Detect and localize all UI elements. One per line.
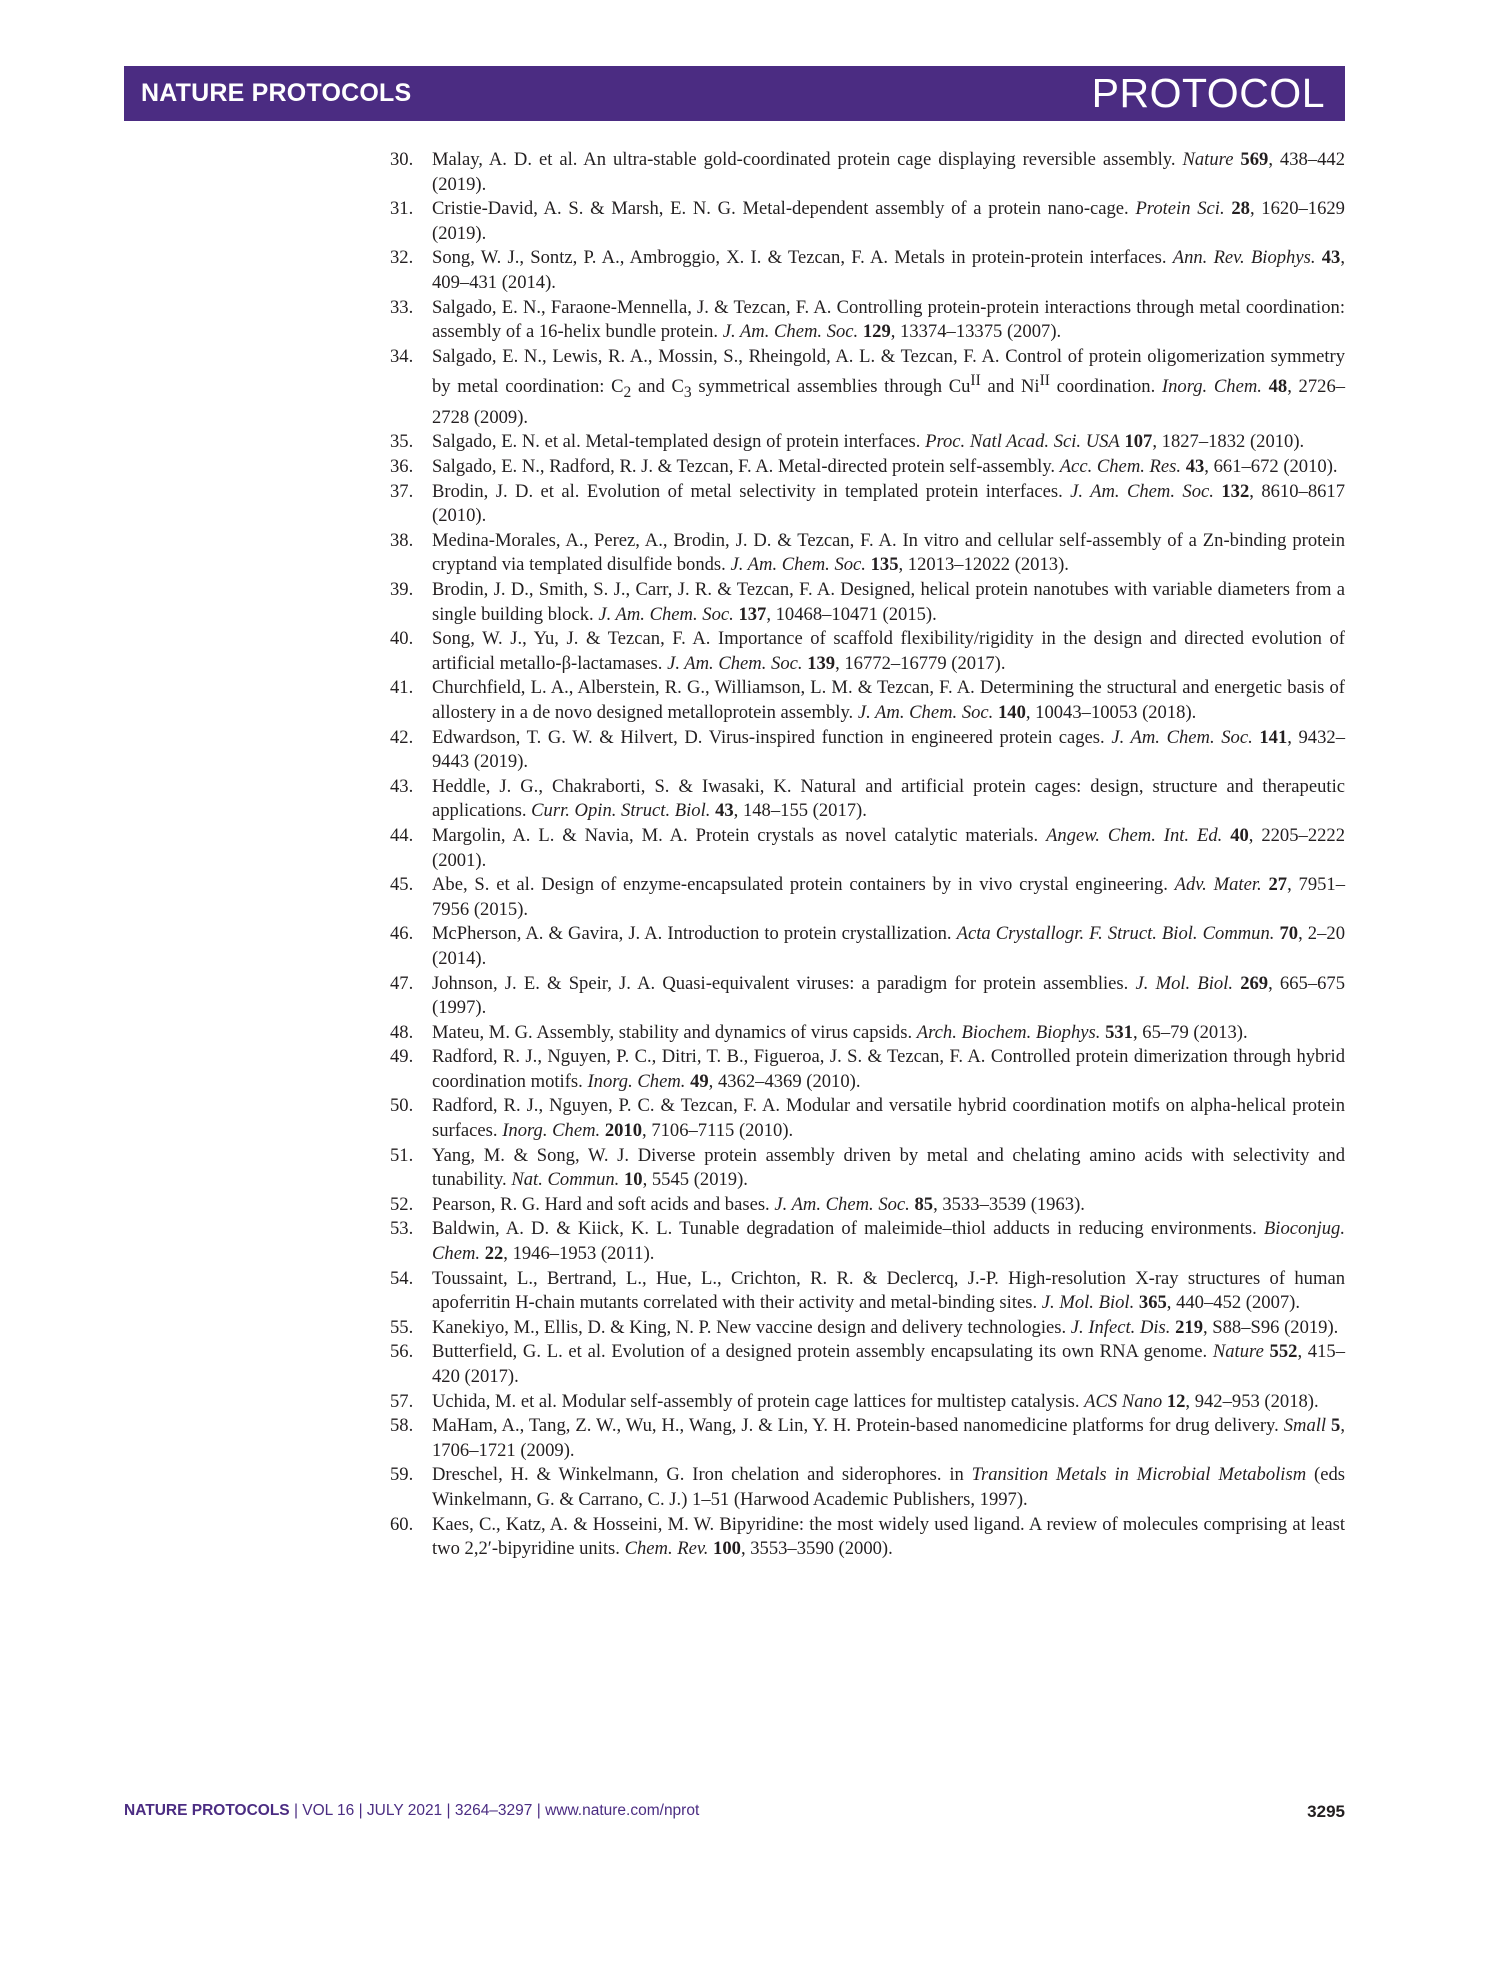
reference-text: , 2205–2222 (2001).: [432, 824, 1345, 871]
reference-volume: 269: [1240, 972, 1269, 994]
reference-text: Malay, A. D. et al. An ultra-stable gold-coordinated protein cage displaying reversible assembly.: [432, 149, 1183, 170]
reference-number: 43.: [390, 775, 414, 797]
reference-item: [390, 1340, 1345, 1389]
reference-text: , 1706–1721 (2009).: [432, 1415, 1345, 1461]
reference-journal: Angew. Chem. Int. Ed.: [1046, 824, 1223, 846]
reference-journal: Proc. Natl Acad. Sci. USA: [925, 431, 1120, 453]
reference-text: Salgado, E. N., Faraone-Mennella, J. & Tezcan, F. A. Controlling protein-protein interactions through metal coordination: assembly of a 16-helix bundle protein.: [432, 296, 1345, 343]
reference-number: 32.: [390, 247, 414, 269]
reference-volume: 140: [997, 701, 1026, 723]
reference-volume: 141: [1259, 726, 1288, 748]
reference-text: , 1946–1953 (2011).: [503, 1243, 655, 1265]
reference-text: Radford, R. J., Nguyen, P. C. & Tezcan, F. A. Modular and versatile hybrid coordination motifs on alpha-helical protein surfaces.: [432, 1095, 1345, 1142]
reference-number: 30.: [390, 149, 414, 170]
reference-number: 31.: [390, 198, 414, 220]
reference-number: 37.: [390, 480, 414, 502]
reference-text: Toussaint, L., Bertrand, L., Hue, L., Crichton, R. R. & Declercq, J.-P. High-resolution X-ray structures of human apoferritin H-chain mutants correlated with their activity and metal-binding sites.: [432, 1267, 1345, 1314]
reference-number: 38.: [390, 529, 414, 551]
reference-item: [390, 1316, 1345, 1341]
header-bar: [124, 66, 1345, 121]
reference-item: [390, 148, 1345, 197]
reference-text: and C: [631, 376, 684, 398]
reference-text: , 2726–2728 (2009).: [432, 376, 1346, 428]
reference-number: 47.: [390, 972, 414, 994]
reference-item: [390, 922, 1345, 971]
reference-text: II: [970, 372, 981, 390]
reference-text: symmetrical assemblies through Cu: [691, 376, 971, 398]
reference-text: , 2–20 (2014).: [432, 923, 1345, 969]
reference-volume: 552: [1269, 1341, 1298, 1363]
reference-journal: Inorg. Chem.: [587, 1070, 686, 1092]
reference-text: Brodin, J. D., Smith, S. J., Carr, J. R. & Tezcan, F. A. Designed, helical protein nanotubes with variable diameters from a single building block.: [432, 579, 1345, 625]
reference-journal: ACS Nano: [1084, 1390, 1163, 1412]
reference-text: Kaes, C., Katz, A. & Hosseini, M. W. Bipyridine: the most widely used ligand. A review of molecules comprising at least two 2,2′-bipyridine units.: [432, 1513, 1345, 1560]
reference-text: , 9432–9443 (2019).: [432, 726, 1345, 773]
reference-text: Abe, S. et al. Design of enzyme-encapsulated protein containers by in vivo crystal engineering.: [432, 874, 1175, 896]
reference-text: Dreschel, H. & Winkelmann, G. Iron chelation and siderophores. in: [432, 1464, 972, 1486]
reference-volume: 569: [1240, 149, 1269, 170]
reference-text: Butterfield, G. L. et al. Evolution of a designed protein assembly encapsulating its own RNA genome.: [432, 1341, 1213, 1363]
reference-number: 52.: [390, 1193, 414, 1215]
reference-number: 55.: [390, 1316, 414, 1338]
article-type: PROTOCOL: [1091, 70, 1325, 116]
reference-volume: 100: [713, 1538, 741, 1560]
reference-text: , 415–420 (2017).: [432, 1341, 1345, 1387]
reference-item: [390, 197, 1345, 246]
reference-item: [390, 676, 1345, 725]
reference-volume: 139: [807, 652, 836, 674]
reference-number: 58.: [390, 1415, 414, 1437]
reference-text: (eds Winkelmann, G. & Carrano, C. J.) 1–51 (Harwood Academic Publishers, 1997).: [432, 1464, 1345, 1510]
reference-volume: 27: [1268, 874, 1288, 896]
reference-text: Song, W. J., Yu, J. & Tezcan, F. A. Importance of scaffold flexibility/rigidity in the design and directed evolution of artificial metallo-β-lactamases.: [432, 628, 1345, 674]
reference-volume: 43: [1321, 247, 1341, 269]
reference-text: II: [1039, 372, 1050, 390]
reference-text: Mateu, M. G. Assembly, stability and dynamics of virus capsids.: [432, 1021, 917, 1043]
reference-item: [390, 972, 1345, 1021]
reference-text: Radford, R. J., Nguyen, P. C., Ditri, T. B., Figueroa, J. S. & Tezcan, F. A. Controlled protein dimerization through hybrid coordination motifs.: [432, 1046, 1345, 1092]
reference-journal: J. Am. Chem. Soc.: [774, 1193, 910, 1215]
footer-separator: |: [442, 1802, 455, 1819]
reference-volume: 12: [1166, 1390, 1186, 1412]
reference-journal: J. Mol. Biol.: [1041, 1292, 1135, 1314]
reference-item: [390, 726, 1345, 775]
reference-item: [390, 1267, 1345, 1316]
reference-text: , 10468–10471 (2015).: [766, 603, 937, 625]
reference-text: Medina-Morales, A., Perez, A., Brodin, J. D. & Tezcan, F. A. In vitro and cellular self-assembly of a Zn-binding protein cryptand via templated disulfide bonds.: [432, 529, 1345, 576]
reference-item: [390, 296, 1345, 345]
reference-item: [390, 1513, 1345, 1562]
reference-text: Yang, M. & Song, W. J. Diverse protein assembly driven by metal and chelating amino acids with selectivity and tunability.: [432, 1144, 1345, 1191]
reference-text: , 3553–3590 (2000).: [740, 1538, 893, 1560]
reference-volume: 28: [1231, 198, 1250, 220]
reference-text: 2: [623, 384, 632, 402]
reference-text: , 440–452 (2007).: [1166, 1292, 1301, 1314]
reference-item: [390, 1021, 1345, 1046]
reference-text: Brodin, J. D. et al. Evolution of metal selectivity in templated protein interfaces.: [432, 480, 1071, 502]
reference-number: 40.: [390, 628, 414, 650]
reference-number: 60.: [390, 1513, 414, 1535]
reference-journal: Nature: [1182, 149, 1234, 170]
reference-journal: J. Am. Chem. Soc.: [722, 321, 859, 343]
page-footer: [124, 1802, 1345, 1820]
reference-journal: J. Am. Chem. Soc.: [857, 701, 994, 723]
reference-item: [390, 480, 1345, 529]
reference-number: 35.: [390, 431, 414, 453]
reference-number: 42.: [390, 726, 414, 748]
reference-journal: Inorg. Chem.: [502, 1120, 601, 1142]
reference-journal: Ann. Rev. Biophys.: [1172, 247, 1316, 269]
reference-volume: 10: [623, 1169, 643, 1191]
reference-journal: Chem. Rev.: [624, 1538, 709, 1560]
reference-journal: Nature: [1212, 1341, 1264, 1363]
reference-item: [390, 873, 1345, 922]
reference-volume: 49: [690, 1070, 709, 1092]
reference-text: MaHam, A., Tang, Z. W., Wu, H., Wang, J. & Lin, Y. H. Protein-based nanomedicine platforms for drug delivery.: [432, 1415, 1284, 1437]
reference-text: and Ni: [980, 376, 1040, 398]
reference-text: , 5545 (2019).: [642, 1169, 748, 1191]
reference-item: [390, 775, 1345, 824]
reference-number: 34.: [390, 345, 414, 367]
reference-text: , 4362–4369 (2010).: [708, 1070, 861, 1092]
reference-text: Salgado, E. N., Radford, R. J. & Tezcan, F. A. Metal-directed protein self-assembly.: [432, 456, 1060, 478]
reference-item: [390, 1217, 1345, 1266]
footer-separator: |: [354, 1802, 367, 1819]
reference-journal: Inorg. Chem.: [1161, 376, 1262, 398]
footer-separator: |: [532, 1802, 546, 1819]
reference-text: , 665–675 (1997).: [432, 972, 1346, 1019]
reference-item: [390, 455, 1345, 480]
reference-volume: 132: [1221, 480, 1250, 502]
reference-journal: Acc. Chem. Res.: [1059, 456, 1182, 478]
reference-volume: 137: [738, 603, 767, 625]
reference-item: [390, 627, 1345, 676]
reference-volume: 43: [715, 800, 734, 822]
reference-text: Salgado, E. N., Lewis, R. A., Mossin, S., Rheingold, A. L. & Tezcan, F. A. Control of protein oligomerization symmetry by metal coordination: C: [432, 345, 1345, 398]
reference-journal: Acta Crystallogr. F. Struct. Biol. Commun.: [956, 923, 1275, 945]
reference-text: Churchfield, L. A., Alberstein, R. G., Williamson, L. M. & Tezcan, F. A. Determining the structural and energetic basis of allostery in a de novo designed metalloprotein assembly.: [432, 677, 1345, 723]
reference-volume: 2010: [604, 1120, 643, 1142]
reference-text: , 438–442 (2019).: [432, 149, 1345, 195]
reference-text: Baldwin, A. D. & Kiick, K. L. Tunable degradation of maleimide–thiol adducts in reducing environments.: [432, 1218, 1264, 1240]
reference-text: Kanekiyo, M., Ellis, D. & King, N. P. New vaccine design and delivery technologies.: [432, 1316, 1071, 1338]
page-number: 3295: [1307, 1802, 1345, 1821]
reference-text: , 8610–8617 (2010).: [432, 480, 1346, 527]
reference-text: McPherson, A. & Gavira, J. A. Introduction to protein crystallization.: [432, 923, 957, 945]
reference-volume: 135: [870, 554, 899, 576]
footer-url-link[interactable]: www.nature.com/nprot: [545, 1802, 700, 1819]
reference-item: [390, 529, 1345, 578]
reference-volume: 48: [1268, 376, 1288, 398]
reference-text: , 65–79 (2013).: [1132, 1021, 1248, 1043]
reference-number: 54.: [390, 1267, 414, 1289]
reference-number: 36.: [390, 456, 414, 478]
reference-item: [390, 246, 1345, 295]
reference-volume: 40: [1230, 824, 1249, 846]
reference-item: [390, 345, 1345, 431]
reference-volume: 531: [1105, 1021, 1133, 1043]
reference-volume: 5: [1331, 1415, 1341, 1437]
reference-text: Heddle, J. G., Chakraborti, S. & Iwasaki, K. Natural and artificial protein cages: design, structure and therapeutic applications.: [432, 775, 1345, 822]
journal-name: NATURE PROTOCOLS: [141, 79, 412, 107]
reference-number: 56.: [390, 1341, 414, 1363]
reference-text: Salgado, E. N. et al. Metal-templated design of protein interfaces.: [432, 431, 926, 453]
reference-text: , 3533–3539 (1963).: [933, 1193, 1085, 1215]
reference-item: [390, 1144, 1345, 1193]
reference-item: [390, 1463, 1345, 1512]
reference-text: , 13374–13375 (2007).: [890, 321, 1062, 343]
reference-text: , 12013–12022 (2013).: [898, 554, 1069, 576]
reference-text: , 16772–16779 (2017).: [835, 652, 1006, 674]
reference-item: [390, 824, 1345, 873]
reference-text: [1222, 825, 1230, 846]
reference-text: , 661–672 (2010).: [1204, 456, 1338, 478]
reference-text: Uchida, M. et al. Modular self-assembly of protein cage lattices for multistep catalysis.: [432, 1390, 1085, 1412]
reference-journal: J. Am. Chem. Soc.: [667, 652, 803, 674]
footer-separator: |: [289, 1802, 303, 1819]
reference-volume: 129: [862, 321, 891, 343]
reference-volume: 22: [484, 1243, 504, 1265]
reference-volume: 107: [1124, 431, 1153, 453]
reference-text: , 148–155 (2017).: [733, 800, 867, 822]
reference-text: , 942–953 (2018).: [1185, 1390, 1319, 1412]
reference-text: 3: [683, 384, 692, 402]
reference-text: coordination.: [1049, 376, 1162, 398]
reference-text: , 409–431 (2014).: [432, 247, 1345, 293]
reference-journal: J. Infect. Dis.: [1070, 1316, 1171, 1338]
reference-number: 50.: [390, 1095, 414, 1117]
reference-number: 48.: [390, 1021, 414, 1043]
reference-number: 33.: [390, 296, 414, 318]
reference-number: 59.: [390, 1464, 414, 1486]
reference-text: , 7106–7115 (2010).: [642, 1120, 794, 1142]
reference-number: 44.: [390, 824, 414, 846]
reference-number: 53.: [390, 1218, 414, 1240]
reference-text: Pearson, R. G. Hard and soft acids and bases.: [432, 1193, 775, 1215]
reference-item: [390, 1094, 1345, 1143]
reference-journal: Adv. Mater.: [1174, 874, 1262, 896]
reference-number: 45.: [390, 874, 414, 896]
reference-journal: Small: [1283, 1415, 1327, 1437]
reference-text: Margolin, A. L. & Navia, M. A. Protein crystals as novel catalytic materials.: [432, 824, 1047, 846]
reference-journal: Transition Metals in Microbial Metabolism: [971, 1464, 1307, 1486]
reference-journal: Curr. Opin. Struct. Biol.: [531, 800, 711, 822]
reference-number: 49.: [390, 1046, 414, 1068]
reference-volume: 70: [1279, 923, 1299, 945]
footer-volume: VOL 16: [302, 1802, 355, 1819]
reference-journal: J. Am. Chem. Soc.: [1111, 726, 1253, 748]
reference-item: [390, 1390, 1345, 1415]
reference-item: [390, 1193, 1345, 1218]
reference-number: 51.: [390, 1144, 414, 1166]
reference-text: Johnson, J. E. & Speir, J. A. Quasi-equivalent viruses: a paradigm for protein assemblies.: [432, 972, 1136, 994]
reference-number: 46.: [390, 923, 414, 945]
reference-text: , 10043–10053 (2018).: [1025, 701, 1197, 723]
reference-item: [390, 430, 1345, 455]
reference-journal: Arch. Biochem. Biophys.: [916, 1021, 1101, 1043]
footer-issue-date: JULY 2021: [366, 1802, 443, 1819]
reference-volume: 219: [1175, 1316, 1203, 1338]
reference-text: [1262, 377, 1269, 398]
reference-journal: J. Am. Chem. Soc.: [730, 554, 866, 576]
reference-item: [390, 578, 1345, 627]
reference-journal: Bioconjug. Chem.: [432, 1218, 1345, 1265]
reference-journal: J. Am. Chem. Soc.: [598, 603, 734, 625]
reference-text: Cristie-David, A. S. & Marsh, E. N. G. Metal-dependent assembly of a protein nano-cage.: [432, 198, 1136, 220]
reference-text: , S88–S96 (2019).: [1202, 1316, 1339, 1338]
reference-number: 57.: [390, 1390, 414, 1412]
reference-text: Song, W. J., Sontz, P. A., Ambroggio, X. I. & Tezcan, F. A. Metals in protein-protein interfaces.: [432, 247, 1173, 269]
reference-journal: J. Am. Chem. Soc.: [1070, 480, 1214, 502]
reference-number: 39.: [390, 579, 414, 600]
reference-text: , 7951–7956 (2015).: [432, 874, 1346, 920]
reference-journal: Nat. Commun.: [511, 1169, 620, 1191]
reference-journal: J. Mol. Biol.: [1135, 972, 1234, 994]
reference-item: [390, 1045, 1345, 1094]
reference-text: , 1620–1629 (2019).: [432, 198, 1345, 244]
footer-journal: NATURE PROTOCOLS: [124, 1802, 290, 1819]
reference-volume: 85: [914, 1193, 934, 1215]
reference-list: [390, 148, 1345, 1562]
footer-pages: 3264–3297: [454, 1802, 533, 1819]
reference-journal: Protein Sci.: [1135, 198, 1225, 220]
reference-volume: 43: [1185, 456, 1205, 478]
reference-item: [390, 1414, 1345, 1463]
reference-number: 41.: [390, 677, 414, 699]
reference-volume: 365: [1138, 1292, 1167, 1314]
reference-text: , 1827–1832 (2010).: [1152, 431, 1305, 453]
reference-text: Edwardson, T. G. W. & Hilvert, D. Virus-inspired function in engineered protein cages.: [432, 726, 1112, 748]
